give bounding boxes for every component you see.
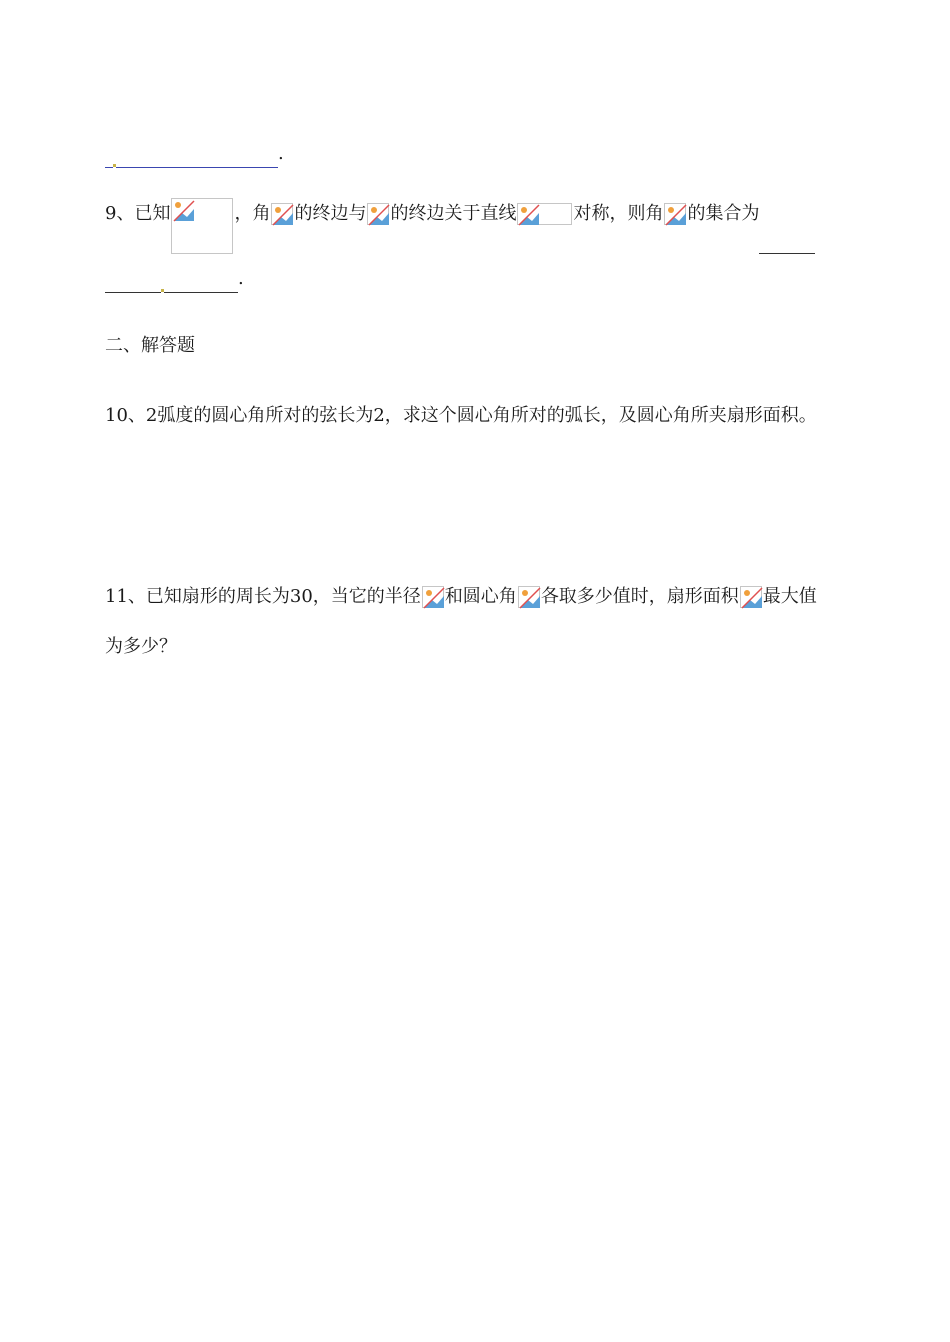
q11-text-2: 和圆心角 [444, 586, 517, 607]
answer-blank [105, 274, 161, 293]
q9-text-1: 9、已知 [105, 203, 171, 224]
answer-blank [164, 274, 238, 293]
q9-text-5: 对称，则角 [573, 203, 664, 224]
q11-text-5: 为多少？ [105, 636, 177, 657]
question-9 [105, 200, 815, 228]
q11-text-4: 最大值 [762, 586, 817, 607]
formula-image-icon [271, 203, 293, 225]
formula-image-icon [740, 586, 762, 608]
formula-image-icon [367, 203, 389, 225]
q9-text-4: 的终边关于直线 [390, 203, 517, 224]
question-10 [105, 402, 817, 430]
q10-text: 10、2弧度的圆心角所对的弦长为2，求这个圆心角所对的弧长，及圆心角所夹扇形面积。 [105, 405, 817, 426]
formula-image-icon [171, 198, 233, 254]
section-heading [105, 332, 195, 360]
q9-text-2: ，角 [234, 203, 271, 224]
formula-image-icon [517, 203, 572, 225]
q11-text-3: 各取多少值时，扇形面积 [540, 586, 739, 607]
period: . [238, 268, 244, 289]
period: . [278, 143, 284, 164]
q9-answer-line [105, 265, 244, 293]
section-title: 二、解答题 [105, 335, 195, 356]
answer-blank [105, 149, 113, 168]
answer-blank [759, 235, 815, 254]
q9-text-3: 的终边与 [294, 203, 367, 224]
question-11-continued [105, 633, 177, 661]
formula-image-icon [664, 203, 686, 225]
q8-answer-line [105, 140, 284, 168]
answer-blank [116, 149, 278, 168]
formula-image-icon [518, 586, 540, 608]
question-11 [105, 583, 817, 611]
q9-text-6: 的集合为 [687, 203, 760, 224]
formula-image-icon [422, 586, 444, 608]
q11-text-1: 11、已知扇形的周长为30，当它的半径 [105, 586, 421, 607]
